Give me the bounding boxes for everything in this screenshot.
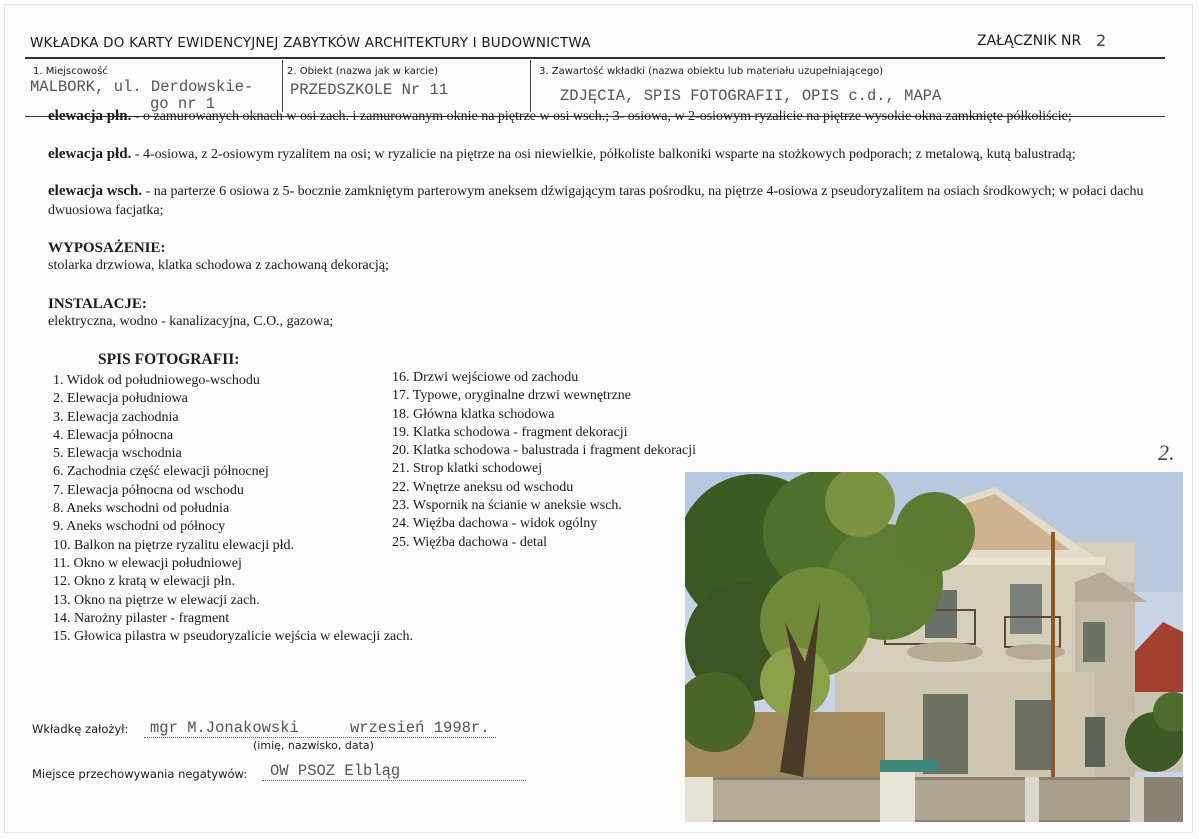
south-elevation-text: - 4-osiowa, z 2-osiowym ryzalitem na osi; w ryzalicie na piętrze na osi niewielkie, półkoliste balkoniki wsparte na stożkowych podporach; z metalową, kutą balustradą;: [131, 147, 1076, 162]
object-label: 2. Obiekt (nazwa jak w karcie): [287, 66, 439, 77]
photo-list-item: 5. Elewacja wschodnia: [53, 446, 182, 462]
author-label: Wkładkę założył:: [32, 722, 129, 736]
east-elevation-label: elewacja wsch.: [48, 183, 143, 199]
field-divider: [282, 60, 283, 112]
south-elevation-paragraph: [48, 145, 1158, 164]
photo-list-item: 21. Strop klatki schodowej: [392, 461, 543, 477]
storage-label: Miejsce przechowywania negatywów:: [32, 767, 248, 781]
photo-number: 2.: [1158, 440, 1175, 465]
photo-list-item: 4. Elewacja północna: [53, 427, 174, 443]
form-title: WKŁADKA DO KARTY EWIDENCYJNEJ ZABYTKÓW ARCHITEKTURY I BUDOWNICTWA: [30, 35, 591, 51]
photo-list-item: 6. Zachodnia część elewacji północnej: [53, 464, 269, 480]
header-rule: [25, 57, 1165, 59]
photo-list-item: 20. Klatka schodowa - balustrada i fragment dekoracji: [392, 443, 697, 459]
photo-list-item: 7. Elewacja północna od wschodu: [53, 482, 244, 498]
photo-list-item: 3. Elewacja zachodnia: [53, 409, 179, 425]
equipment-text: stolarka drzwiowa, klatka schodowa z zachowaną dekoracją;: [48, 258, 389, 273]
storage-dotted-line: [262, 780, 526, 781]
photo-list-item: 24. Więźba dachowa - widok ogólny: [392, 516, 598, 532]
photo-list-item: 16. Drzwi wejściowe od zachodu: [392, 370, 579, 385]
author-dotted-line: [144, 737, 496, 738]
photo-list-item: 23. Wspornik na ścianie w aneksie wsch.: [392, 498, 622, 514]
place-value-line1: MALBORK, ul. Derdowskie-: [30, 78, 254, 96]
photo-list-item: 11. Okno w elewacji południowej: [53, 555, 242, 571]
annex-number: 2: [1096, 31, 1107, 50]
east-elevation-paragraph: [48, 182, 1158, 220]
place-value-line2: go nr 1: [150, 95, 216, 113]
building-photo: [685, 472, 1183, 822]
date-value: wrzesień 1998r.: [350, 719, 490, 737]
photo-list-item: 13. Okno na piętrze w elewacji zach.: [53, 592, 260, 608]
photo-list-item: 1. Widok od południowego-wschodu: [53, 373, 260, 388]
place-label: 1. Miejscowość: [33, 66, 108, 77]
photo-list-item: 18. Główna klatka schodowa: [392, 406, 555, 422]
photo-list-item: 25. Więźba dachowa - detal: [392, 534, 548, 550]
photo-list-heading: SPIS FOTOGRAFII:: [98, 351, 240, 368]
east-elevation-text: - na parterze 6 osiowa z 5- bocznie zamkniętym parterowym aneksem dźwigającym taras pośrodku, na piętrze 4-osiowa z pseudoryzalitem na osiach środkowych; w połaci dachu dwuosiowa facjatka;: [48, 184, 1144, 218]
photo-list-item: 19. Klatka schodowa - fragment dekoracji: [392, 424, 628, 440]
north-elevation-text: - o zamurowanych oknach w osi zach. i zamurowanym oknie na piętrze w osi wsch.; 3- osiowa, w 2-osiowym ryzalicie na piętrze wysokie okna zamknięte półkoliście;: [131, 109, 1072, 124]
photo-list-item: 10. Balkon na piętrze ryzalitu elewacji płd.: [53, 537, 295, 553]
photo-list-column-1: [53, 372, 413, 646]
author-hint: (imię, nazwisko, data): [253, 739, 374, 752]
object-value: PRZEDSZKOLE Nr 11: [290, 81, 449, 99]
installations-heading: INSTALACJE:: [48, 296, 147, 312]
field-divider: [530, 60, 531, 112]
annex-label: ZAŁĄCZNIK NR: [977, 33, 1082, 49]
north-elevation-label: elewacja płn.: [48, 108, 132, 124]
photo-list-item: 2. Elewacja południowa: [53, 391, 188, 407]
installations-text: elektryczna, wodno - kanalizacyjna, C.O., gazowa;: [48, 314, 334, 329]
south-elevation-label: elewacja płd.: [48, 146, 132, 162]
photo-list-item: 8. Aneks wschodni od południa: [53, 501, 230, 517]
photo-list-item: 12. Okno z kratą w elewacji płn.: [53, 574, 235, 590]
north-elevation-paragraph: [48, 107, 1158, 126]
content-value: ZDJĘCIA, SPIS FOTOGRAFII, OPIS c.d., MAPA: [560, 87, 942, 105]
content-label: 3. Zawartość wkładki (nazwa obiektu lub materiału uzupełniającego): [539, 66, 884, 77]
author-value: mgr M.Jonakowski: [150, 719, 299, 737]
photo-list-item: 22. Wnętrze aneksu od wschodu: [392, 479, 574, 495]
photo-list-item: 9. Aneks wschodni od północy: [53, 519, 226, 535]
storage-value: OW PSOZ Elbląg: [270, 762, 401, 780]
photo-list-item: 15. Głowica pilastra w pseudoryzalicie wejścia w elewacji zach.: [53, 629, 413, 645]
photo-list-item: 14. Narożny pilaster - fragment: [53, 610, 230, 626]
equipment-heading: WYPOSAŻENIE:: [48, 240, 166, 256]
photo-list-column-2: [392, 369, 696, 552]
photo-list-item: 17. Typowe, oryginalne drzwi wewnętrzne: [392, 388, 632, 404]
